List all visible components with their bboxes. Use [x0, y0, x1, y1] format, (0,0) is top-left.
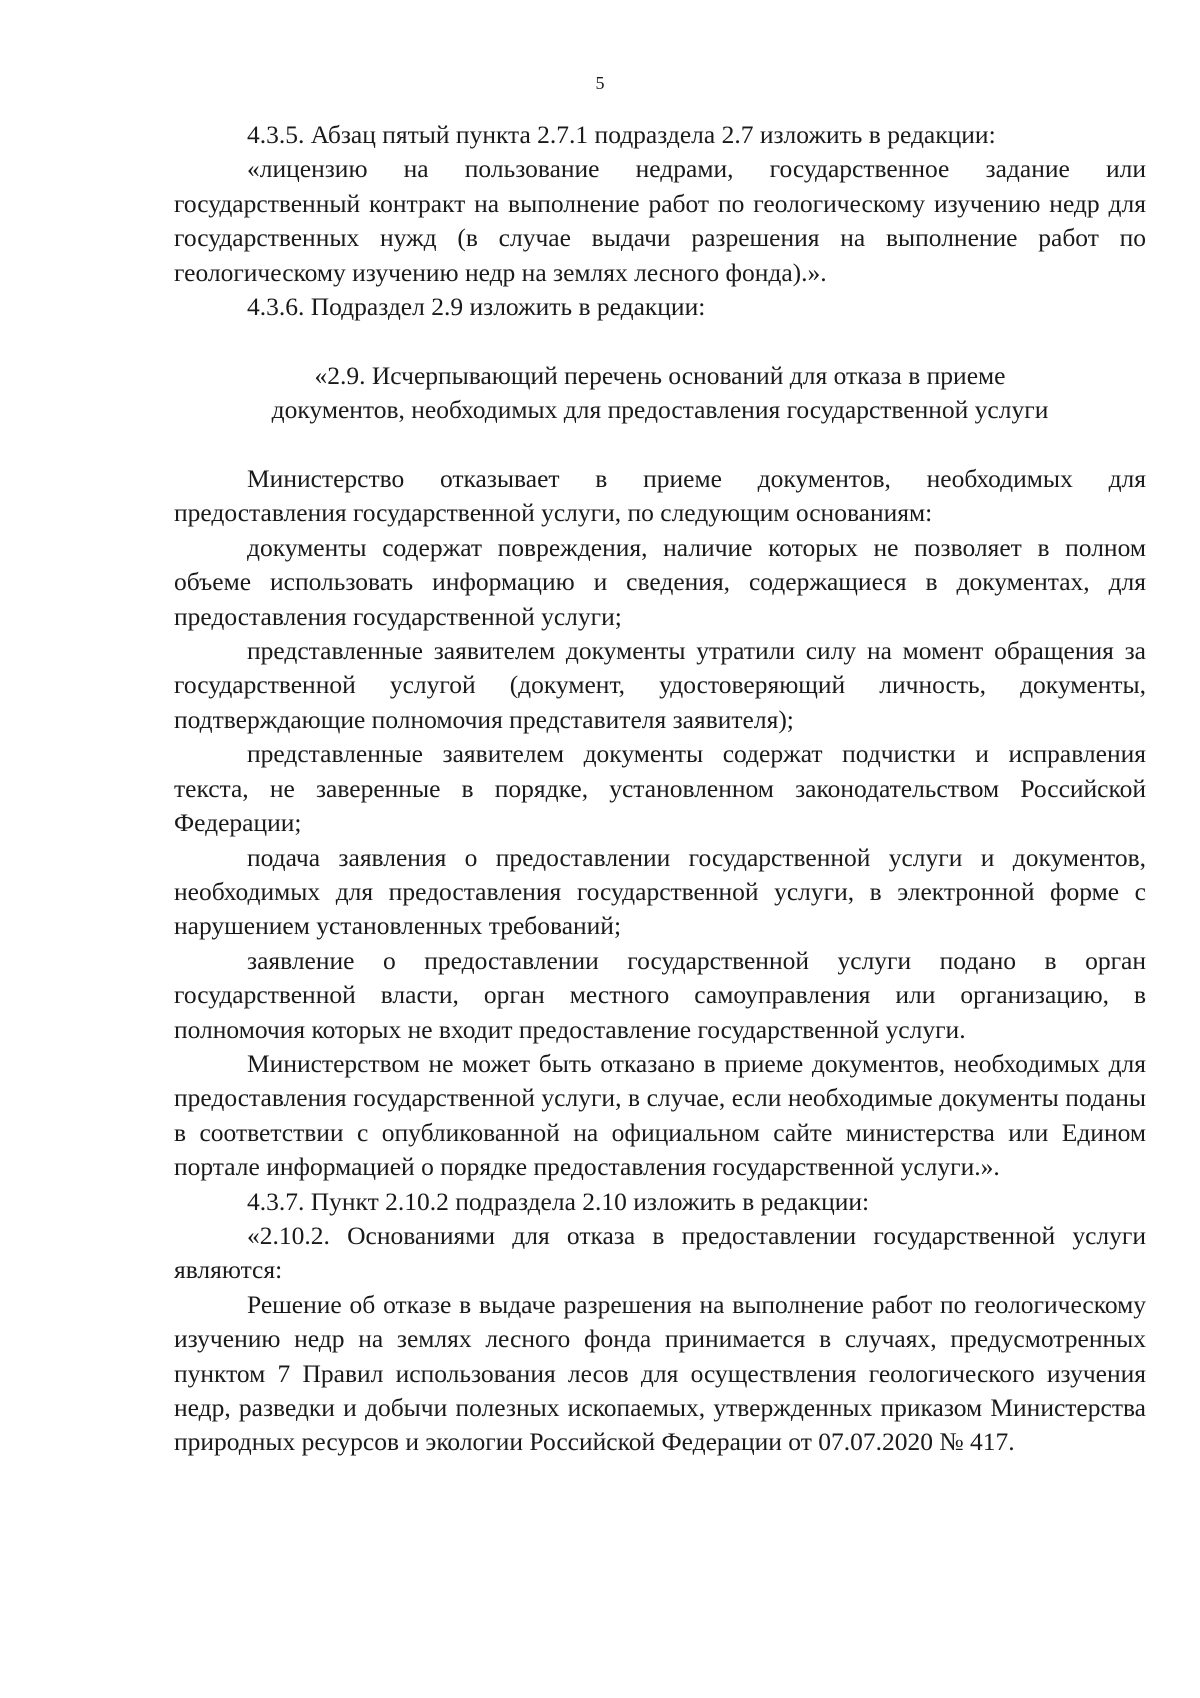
paragraph-refusal-decision: Решение об отказе в выдаче разрешения на выполнение работ по геологическому изучению недр на землях лесного фонда принимается в случаях, предусмотренных пунктом 7 Правил использования лесов для осуществления геологического изучения недр, разведки и добычи полезных ископаемых, утвержденных приказом Министерства природных ресурсов и экологии Российской Федерации от 07.07.2020 № 417.: [174, 1289, 1146, 1457]
section-heading-line-2: документов, необходимых для предоставления государственной услуги: [271, 395, 1049, 425]
paragraph-ministry-refuses: Министерство отказывает в приеме документов, необходимых для предоставления государственной услуги, по следующим основаниям:: [174, 464, 1146, 528]
paragraph-license-quote: «лицензию на пользование недрами, государственное задание или государственный контракт на выполнение работ по геологическому изучению недр для государственных нужд (в случае выдачи разрешения на выполнение работ по геологическому изучению недр на землях лесного фонда).».: [174, 154, 1146, 287]
paragraph-4-3-6: 4.3.6. Подраздел 2.9 изложить в редакции:: [247, 292, 706, 322]
paragraph-2-10-2: «2.10.2. Основаниями для отказа в предоставлении государственной услуги являются:: [174, 1220, 1146, 1285]
spacer: [174, 324, 1146, 358]
paragraph-cannot-refuse: Министерством не может быть отказано в приеме документов, необходимых для предоставления государственной услуги, в случае, если необходимые документы поданы в соответствии с опубликованной на официальном сайте министерства или Едином портале информацией о порядке предоставления государственной услуги.».: [174, 1048, 1146, 1182]
paragraph-damaged-documents: документы содержат повреждения, наличие которых не позволяет в полном объеме использовать информацию и сведения, содержащиеся в документах, для предоставления государственной услуги;: [174, 532, 1146, 631]
paragraph-wrong-authority: заявление о предоставлении государственной услуги подано в орган государственной власти, орган местного самоуправления или организацию, в полномочия которых не входит предоставление государственной услуги.: [174, 945, 1146, 1044]
paragraph-4-3-7: 4.3.7. Пункт 2.10.2 подраздела 2.10 изложить в редакции:: [247, 1186, 870, 1216]
section-heading-line-1: «2.9. Исчерпывающий перечень оснований для отказа в приеме: [314, 360, 1006, 390]
paragraph-expired-documents: представленные заявителем документы утратили силу на момент обращения за государственной услугой (документ, удостоверяющий личность, документы, подтверждающие полномочия представителя заявителя);: [174, 636, 1146, 734]
spacer: [174, 428, 1146, 462]
page-number: 5: [595, 73, 605, 93]
paragraph-electronic-submission: подача заявления о предоставлении государственной услуги и документов, необходимых для предоставления государственной услуги, в электронной форме с нарушением установленных требований;: [174, 842, 1146, 941]
paragraph-4-3-5: 4.3.5. Абзац пятый пункта 2.7.1 подраздела 2.7 изложить в редакции:: [247, 120, 996, 149]
paragraph-erasures: представленные заявителем документы содержат подчистки и исправления текста, не заверенные в порядке, установленном законодательством Российской Федерации;: [174, 739, 1146, 838]
document-body: [174, 118, 1146, 1460]
